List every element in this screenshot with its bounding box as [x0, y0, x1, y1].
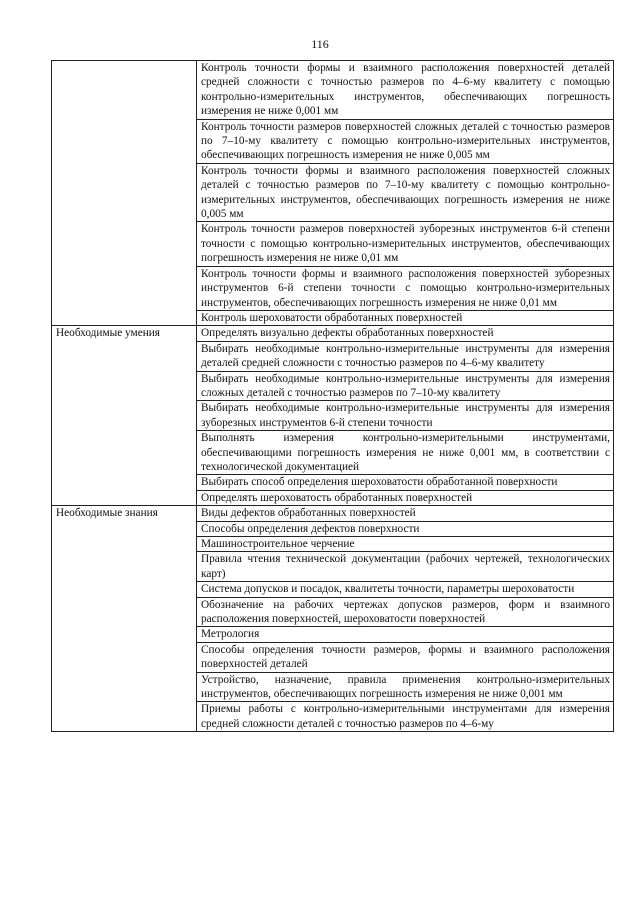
requirement-item: Машиностроительное черчение: [197, 537, 614, 552]
requirement-item: Контроль точности формы и взаимного расположения поверхностей зуборезных инструментов 6-й степени точности с помощью контрольно-измерительных инструментов, обеспечивающих погрешность измерения не ниже 0,01 мм: [197, 266, 614, 310]
section-label: Необходимые знания: [52, 506, 197, 732]
requirement-item: Виды дефектов обработанных поверхностей: [197, 506, 614, 521]
requirement-item: Выбирать способ определения шероховатости обработанной поверхности: [197, 475, 614, 490]
requirement-item: Определять шероховатость обработанных поверхностей: [197, 490, 614, 505]
requirement-item: Контроль точности размеров поверхностей сложных деталей с точностью размеров по 7–10-му квалитету с помощью контрольно-измерительных инструментов, обеспечивающих погрешность измерения не ниже 0,005 мм: [197, 119, 614, 163]
requirement-item: Система допусков и посадок, квалитеты точности, параметры шероховатости: [197, 582, 614, 597]
section-label: [52, 61, 197, 326]
requirement-item: Контроль точности размеров поверхностей зуборезных инструментов 6-й степени точности с помощью контрольно-измерительных инструментов, обеспечивающих погрешность измерения не ниже 0,01 мм: [197, 222, 614, 266]
page-number: 116: [311, 37, 329, 51]
requirement-item: Устройство, назначение, правила применения контрольно-измерительных инструментов, обеспечивающих погрешность измерения не ниже 0,001 мм: [197, 672, 614, 702]
table-row: [52, 61, 614, 120]
requirement-item: Приемы работы с контрольно-измерительными инструментами для измерения средней сложности деталей с точностью размеров по 4–6-му: [197, 702, 614, 732]
requirement-item: Способы определения дефектов поверхности: [197, 521, 614, 536]
table-row: [52, 326, 614, 341]
requirement-item: Правила чтения технической документации (рабочих чертежей, технологических карт): [197, 552, 614, 582]
requirement-item: Обозначение на рабочих чертежах допусков размеров, форм и взаимного расположения поверхностей, шероховатости поверхностей: [197, 597, 614, 627]
requirement-item: Контроль точности формы и взаимного расположения поверхностей сложных деталей с точностью размеров по 7–10-му квалитету с помощью контрольно-измерительных инструментов, обеспечивающих погрешность измерения не ниже 0,005 мм: [197, 163, 614, 222]
section-label: Необходимые умения: [52, 326, 197, 506]
requirement-item: Определять визуально дефекты обработанных поверхностей: [197, 326, 614, 341]
requirements-table: [51, 60, 614, 732]
requirement-item: Метрология: [197, 627, 614, 642]
requirement-item: Способы определения точности размеров, формы и взаимного расположения поверхностей деталей: [197, 642, 614, 672]
requirement-item: Выбирать необходимые контрольно-измерительные инструменты для измерения зуборезных инструментов 6-й степени точности: [197, 401, 614, 431]
requirement-item: Контроль шероховатости обработанных поверхностей: [197, 310, 614, 325]
requirement-item: Выбирать необходимые контрольно-измерительные инструменты для измерения деталей средней сложности с точностью размеров по 4–6-му квалитету: [197, 341, 614, 371]
requirement-item: Выбирать необходимые контрольно-измерительные инструменты для измерения сложных деталей с точностью размеров по 7–10-му квалитету: [197, 371, 614, 401]
requirement-item: Контроль точности формы и взаимного расположения поверхностей деталей средней сложности с точностью размеров по 4–6-му квалитету с помощью контрольно-измерительных инструментов, обеспечивающих погрешность измерения не ниже 0,001 мм: [197, 61, 614, 120]
requirements-table-body: [52, 61, 614, 732]
table-row: [52, 506, 614, 521]
requirement-item: Выполнять измерения контрольно-измерительными инструментами, обеспечивающими погрешность измерения не ниже 0,001 мм, в соответствии с технологической документацией: [197, 431, 614, 475]
